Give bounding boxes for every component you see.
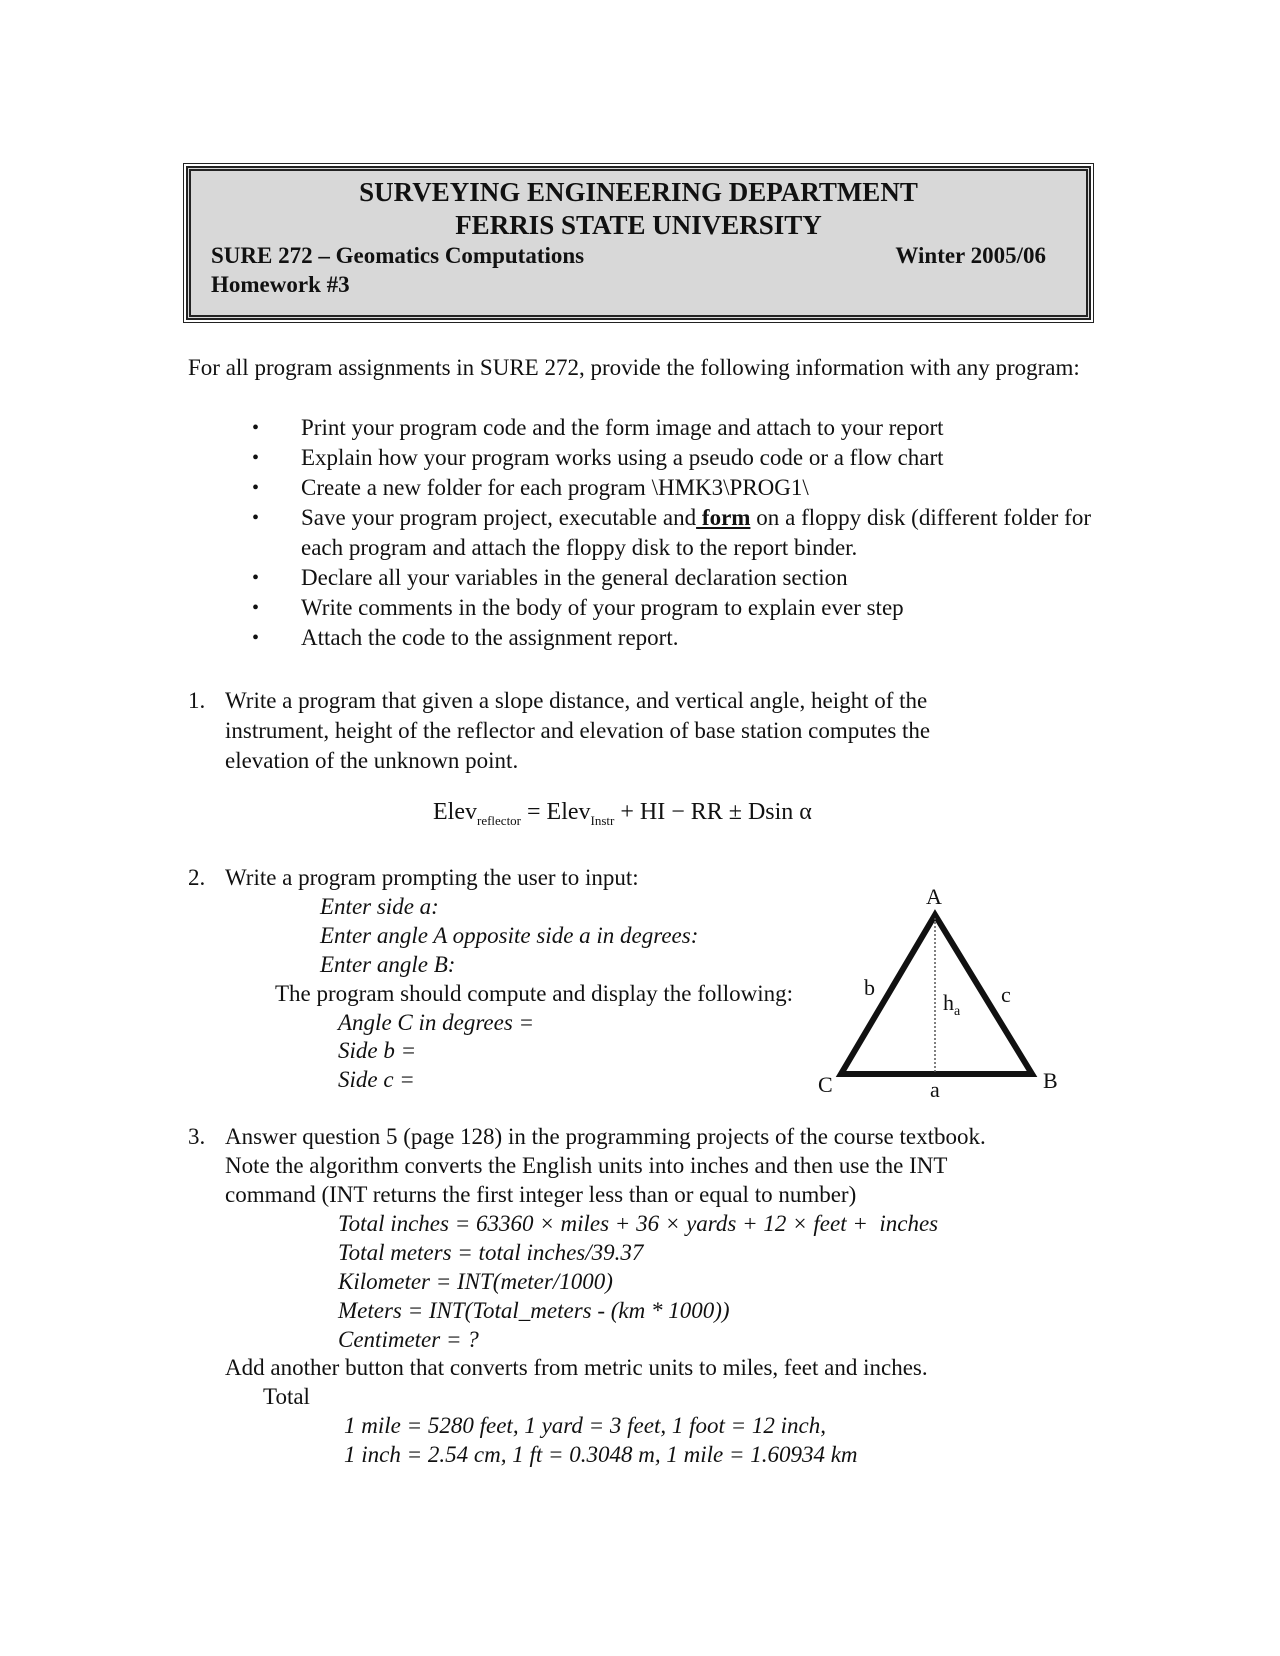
term-label: Winter 2005/06 (895, 243, 1046, 268)
list-item: • Create a new folder for each program \HMK3\PROG1\ (252, 473, 1092, 503)
q2-input-line: Enter angle A opposite side a in degrees: (320, 923, 699, 948)
bullet-icon: • (252, 417, 260, 439)
q2-input-line: Enter angle B: (320, 952, 456, 977)
list-item: • Write comments in the body of your program to explain ever step (252, 593, 1092, 623)
requirements-list (252, 413, 1092, 653)
q3-formula: Total inches = 63360 × miles + 36 × yards + 12 × feet + inches (338, 1211, 939, 1236)
q3-line: command (INT returns the first integer less than or equal to number) (225, 1182, 857, 1207)
q3-formula: Total meters = total inches/39.37 (338, 1240, 644, 1265)
q2-text: Write a program prompting the user to input: (225, 865, 639, 890)
side-b-label: b (864, 975, 875, 1000)
vertex-a-label: A (926, 884, 942, 909)
q2-output-line: Side c = (338, 1067, 415, 1092)
university-title: FERRIS STATE UNIVERSITY (455, 210, 822, 240)
q3-total-label: Total (263, 1384, 310, 1409)
assignment-title: Homework #3 (211, 272, 350, 297)
bullet-icon: • (252, 567, 260, 589)
q3-formula: Meters = INT(Total_meters - (km * 1000)) (338, 1298, 730, 1323)
height-label: $h_a$ (943, 990, 961, 1019)
q3-number: 3. (188, 1124, 206, 1149)
triangle-diagram (810, 880, 1070, 1100)
side-c-label: c (1001, 982, 1011, 1007)
q2-output-line: Angle C in degrees = (338, 1010, 535, 1035)
bullet-icon: • (252, 597, 260, 619)
q3-line: Answer question 5 (page 128) in the programming projects of the course textbook. (225, 1124, 986, 1149)
q3-conversion: 1 mile = 5280 feet, 1 yard = 3 feet, 1 foot = 12 inch, (344, 1413, 826, 1438)
list-item: • Save your program project, executable and form on a floppy disk (different folder for each program and attach the floppy disk to the report binder. (252, 505, 1091, 560)
department-title: SURVEYING ENGINEERING DEPARTMENT (359, 177, 918, 207)
q2-number: 2. (188, 865, 206, 890)
q3-line: Note the algorithm converts the English units into inches and then use the INT (225, 1153, 948, 1178)
q1-formula: Elev$_{reflector}$ = Elev$_{Instr}$ + HI − RR ± Dsin α (433, 799, 812, 828)
list-item: • Explain how your program works using a pseudo code or a flow chart (252, 443, 1092, 473)
q2-output-line: Side b = (338, 1038, 417, 1063)
bullet-icon: • (252, 447, 260, 469)
bullet-icon: • (252, 627, 260, 649)
list-item: • Declare all your variables in the general declaration section (252, 563, 1092, 593)
q3-formula: Kilometer = INT(meter/1000) (338, 1269, 613, 1294)
bullet-icon: • (252, 507, 260, 529)
intro-text: For all program assignments in SURE 272, provide the following information with any program: (188, 355, 1080, 380)
q2-input-line: Enter side a: (320, 894, 439, 919)
q3-formula: Centimeter = ? (338, 1327, 479, 1352)
side-a-label: a (930, 1077, 940, 1102)
form-emphasis: form (696, 505, 751, 530)
vertex-b-label: B (1043, 1068, 1058, 1093)
list-item: • Print your program code and the form image and attach to your report (252, 413, 1092, 443)
q1-text: Write a program that given a slope distance, and vertical angle, height of the instrument, height of the reflector and elevation of base station computes the elevation of the unknown point. (225, 688, 931, 773)
course-title: SURE 272 – Geomatics Computations (211, 243, 585, 268)
q3-add-text: Add another button that converts from metric units to miles, feet and inches. (225, 1355, 928, 1380)
list-item: • Attach the code to the assignment report. (252, 623, 1092, 653)
q2-compute-text: The program should compute and display the following: (275, 981, 794, 1006)
header-box (186, 166, 1091, 320)
q1-number: 1. (188, 688, 206, 713)
bullet-icon: • (252, 477, 260, 499)
q3-conversion: 1 inch = 2.54 cm, 1 ft = 0.3048 m, 1 mile = 1.60934 km (344, 1442, 858, 1467)
vertex-c-label: C (818, 1072, 833, 1097)
